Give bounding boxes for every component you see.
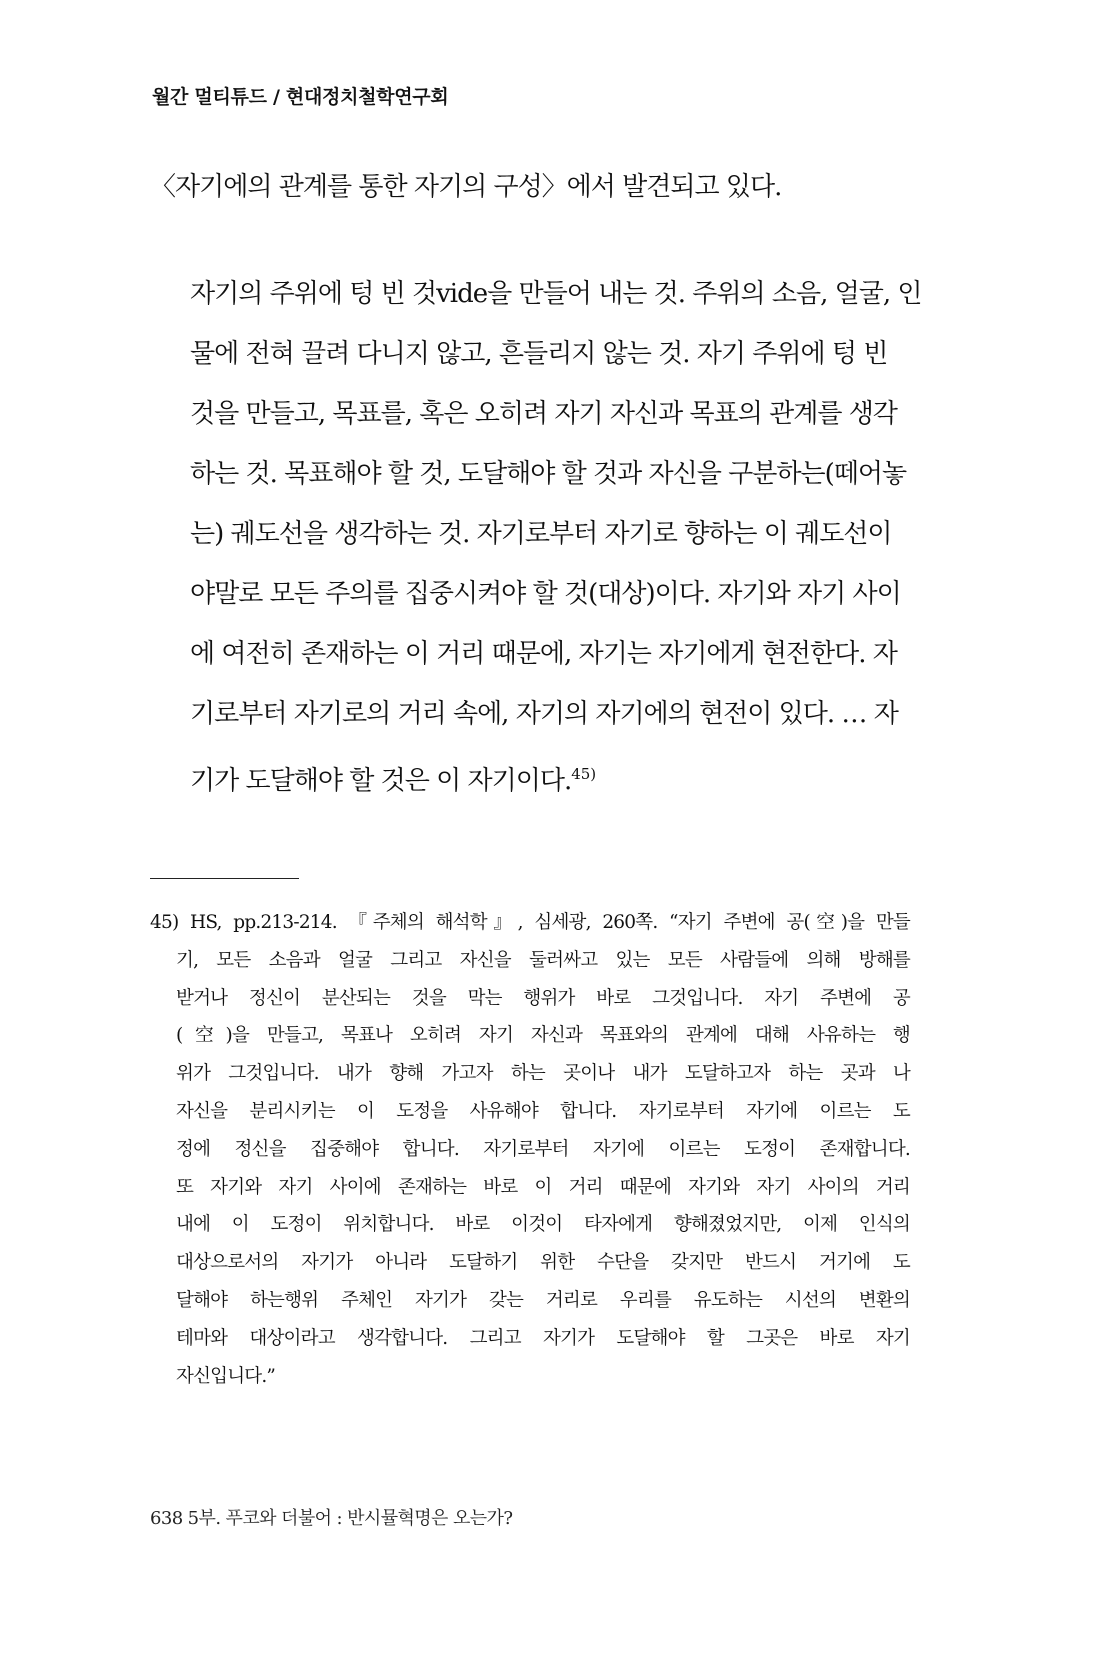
quote-line-last xyxy=(190,744,880,811)
footnote-line: 받거나 정신이 분산되는 것을 막는 행위가 바로 그것입니다. 자기 주변에 공 xyxy=(176,987,910,1009)
footnote-line: 자신입니다.” xyxy=(176,1365,276,1387)
footnote-line: 내에 이 도정이 위치합니다. 바로 이것이 타자에게 향해졌었지만, 이제 인식의 xyxy=(176,1214,910,1236)
footnote-reference[interactable]: 45) xyxy=(571,765,597,783)
quote-line: 야말로 모든 주의를 집중시켜야 할 것(대상)이다. 자기와 자기 사이 xyxy=(190,579,901,609)
footnote-line: 기, 모든 소음과 얼굴 그리고 자신을 둘러싸고 있는 모든 사람들에 의해 방해를 xyxy=(176,949,910,971)
footnote-divider xyxy=(150,878,299,879)
quote-line: 기로부터 자기로의 거리 속에, 자기의 자기에의 현전이 있다. … 자 xyxy=(190,699,898,729)
footnote-line: 정에 정신을 집중해야 합니다. 자기로부터 자기에 이르는 도정이 존재합니다. xyxy=(176,1138,910,1160)
page-footer: 638 5부. 푸코와 더불어 : 반시뮬혁명은 오는가? xyxy=(150,1508,513,1529)
quote-line: 하는 것. 목표해야 할 것, 도달해야 할 것과 자신을 구분하는(떼어놓 xyxy=(190,459,907,489)
footnote-line: 자신을 분리시키는 이 도정을 사유해야 합니다. 자기로부터 자기에 이르는 도 xyxy=(176,1100,910,1122)
quote-line: 것을 만들고, 목표를, 혹은 오히려 자기 자신과 목표의 관계를 생각 xyxy=(190,399,897,429)
quote-line: 물에 전혀 끌려 다니지 않고, 흔들리지 않는 것. 자기 주위에 텅 빈 xyxy=(190,339,888,369)
quote-line-text: 기가 도달해야 할 것은 이 자기이다. xyxy=(190,766,572,796)
lead-paragraph: 〈자기에의 관계를 통한 자기의 구성〉에서 발견되고 있다. xyxy=(150,172,782,202)
quote-line: 자기의 주위에 텅 빈 것vide을 만들어 내는 것. 주위의 소음, 얼굴, 인 xyxy=(190,279,922,309)
footnote-line: (空)을 만들고, 목표나 오히려 자기 자신과 목표와의 관계에 대해 사유하는 행 xyxy=(176,1025,910,1047)
footnote-line: 또 자기와 자기 사이에 존재하는 바로 이 거리 때문에 자기와 자기 사이의 거리 xyxy=(176,1176,910,1198)
footnote-line: 테마와 대상이라고 생각합니다. 그리고 자기가 도달해야 할 그곳은 바로 자기 xyxy=(176,1327,910,1349)
running-header: 월간 멀티튜드 / 현대정치철학연구회 xyxy=(152,86,449,108)
footnote-line: 달해야 하는행위 주체인 자기가 갖는 거리로 우리를 유도하는 시선의 변환의 xyxy=(176,1289,910,1311)
footnote-line: 대상으로서의 자기가 아니라 도달하기 위한 수단을 갖지만 반드시 거기에 도 xyxy=(176,1252,910,1274)
quote-line: 에 여전히 존재하는 이 거리 때문에, 자기는 자기에게 현전한다. 자 xyxy=(190,639,897,669)
footnote-45 xyxy=(150,904,910,1395)
quote-line: 는) 궤도선을 생각하는 것. 자기로부터 자기로 향하는 이 궤도선이 xyxy=(190,519,892,549)
footnote-line: 45) HS, pp.213-214. 『주체의 해석학』, 심세광, 260쪽. “자기 주변에 공(空)을 만들 xyxy=(150,912,910,933)
block-quote xyxy=(190,264,922,811)
footnote-line: 위가 그것입니다. 내가 향해 가고자 하는 곳이나 내가 도달하고자 하는 곳과 나 xyxy=(176,1063,910,1085)
